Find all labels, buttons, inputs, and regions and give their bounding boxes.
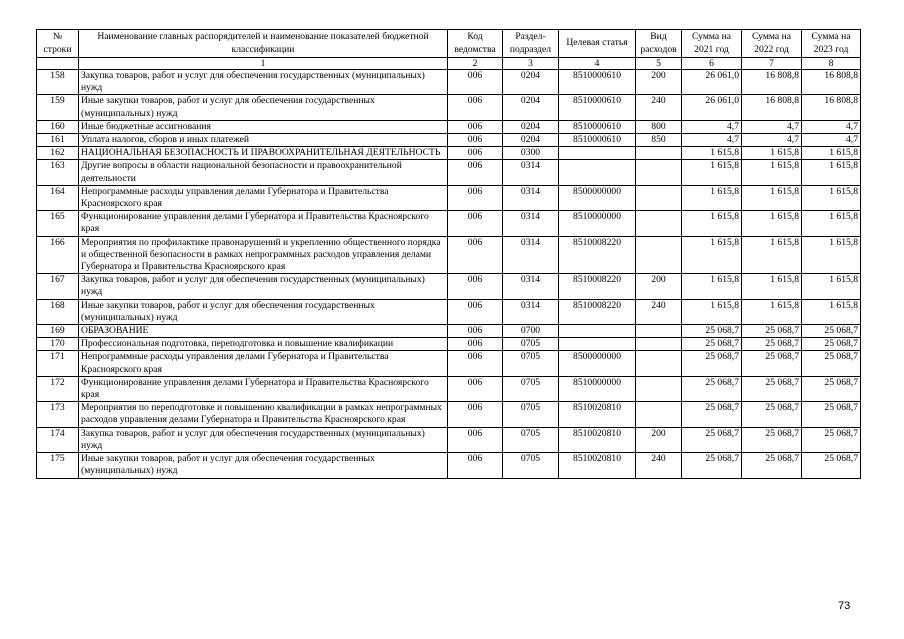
target-article: 8510000610 — [559, 134, 636, 147]
expense-type — [636, 338, 682, 351]
table-row — [37, 453, 861, 478]
department-code: 006 — [448, 351, 503, 376]
section-code: 0705 — [503, 402, 559, 427]
target-article: 8500000000 — [559, 351, 636, 376]
section-code: 0314 — [503, 236, 559, 274]
table-row — [37, 120, 861, 133]
section-code: 0314 — [503, 299, 559, 324]
row-number: 171 — [37, 351, 79, 376]
expense-type — [636, 147, 682, 160]
section-code: 0705 — [503, 453, 559, 478]
target-article: 8510000610 — [559, 95, 636, 120]
row-name: Иные бюджетные ассигнования — [79, 120, 448, 133]
row-name: Закупка товаров, работ и услуг для обеспечения государственных (муниципальных) нужд — [79, 70, 448, 95]
row-name: ОБРАЗОВАНИЕ — [79, 325, 448, 338]
table-row — [37, 134, 861, 147]
section-code: 0705 — [503, 338, 559, 351]
expense-type: 240 — [636, 95, 682, 120]
header-sum-2023: Сумма на 2023 год — [802, 30, 861, 58]
section-code: 0314 — [503, 185, 559, 210]
sum-2022: 25 068,7 — [742, 325, 802, 338]
sum-2023: 1 615,8 — [802, 274, 861, 299]
sum-2022: 1 615,8 — [742, 274, 802, 299]
sum-2021: 25 068,7 — [682, 325, 742, 338]
table-header — [37, 30, 861, 70]
row-number: 158 — [37, 70, 79, 95]
sum-2023: 16 808,8 — [802, 95, 861, 120]
sum-2023: 25 068,7 — [802, 402, 861, 427]
row-name: НАЦИОНАЛЬНАЯ БЕЗОПАСНОСТЬ И ПРАВООХРАНИТЕЛЬНАЯ ДЕЯТЕЛЬНОСТЬ — [79, 147, 448, 160]
target-article — [559, 325, 636, 338]
table-body — [37, 70, 861, 479]
target-article: 8500000000 — [559, 185, 636, 210]
row-number: 164 — [37, 185, 79, 210]
section-code: 0700 — [503, 325, 559, 338]
row-name: Профессиональная подготовка, переподготовка и повышение квалификации — [79, 338, 448, 351]
department-code: 006 — [448, 185, 503, 210]
section-code: 0314 — [503, 160, 559, 185]
sum-2023: 25 068,7 — [802, 338, 861, 351]
table-row — [37, 338, 861, 351]
sum-2021: 25 068,7 — [682, 376, 742, 401]
header-department-code: Код ведомства — [448, 30, 503, 58]
expense-type: 200 — [636, 70, 682, 95]
department-code: 006 — [448, 70, 503, 95]
department-code: 006 — [448, 453, 503, 478]
column-number: 7 — [742, 58, 802, 70]
row-number: 160 — [37, 120, 79, 133]
row-number: 165 — [37, 211, 79, 236]
sum-2022: 1 615,8 — [742, 299, 802, 324]
sum-2021: 1 615,8 — [682, 147, 742, 160]
row-name: Иные закупки товаров, работ и услуг для обеспечения государственных (муниципальных) нужд — [79, 453, 448, 478]
column-number: 1 — [79, 58, 448, 70]
column-number: 8 — [802, 58, 861, 70]
department-code: 006 — [448, 211, 503, 236]
sum-2023: 25 068,7 — [802, 351, 861, 376]
target-article — [559, 338, 636, 351]
department-code: 006 — [448, 120, 503, 133]
expense-type: 200 — [636, 274, 682, 299]
sum-2023: 25 068,7 — [802, 325, 861, 338]
section-code: 0300 — [503, 147, 559, 160]
department-code: 006 — [448, 274, 503, 299]
row-name: Непрограммные расходы управления делами Губернатора и Правительства Красноярского края — [79, 351, 448, 376]
budget-table — [36, 29, 861, 479]
section-code: 0204 — [503, 134, 559, 147]
table-row — [37, 274, 861, 299]
sum-2023: 25 068,7 — [802, 427, 861, 452]
row-name: Функционирование управления делами Губернатора и Правительства Красноярского края — [79, 211, 448, 236]
sum-2022: 1 615,8 — [742, 147, 802, 160]
expense-type — [636, 402, 682, 427]
row-name: Иные закупки товаров, работ и услуг для обеспечения государственных (муниципальных) нужд — [79, 299, 448, 324]
expense-type: 240 — [636, 299, 682, 324]
expense-type — [636, 325, 682, 338]
sum-2022: 1 615,8 — [742, 236, 802, 274]
target-article: 8510020810 — [559, 402, 636, 427]
sum-2023: 16 808,8 — [802, 70, 861, 95]
sum-2021: 25 068,7 — [682, 427, 742, 452]
sum-2023: 1 615,8 — [802, 185, 861, 210]
sum-2022: 1 615,8 — [742, 211, 802, 236]
department-code: 006 — [448, 325, 503, 338]
table-row — [37, 211, 861, 236]
sum-2021: 4,7 — [682, 120, 742, 133]
sum-2023: 4,7 — [802, 134, 861, 147]
section-code: 0204 — [503, 120, 559, 133]
table-row — [37, 376, 861, 401]
row-number: 174 — [37, 427, 79, 452]
department-code: 006 — [448, 236, 503, 274]
sum-2023: 1 615,8 — [802, 147, 861, 160]
column-number: 5 — [636, 58, 682, 70]
target-article: 8510000000 — [559, 376, 636, 401]
section-code: 0314 — [503, 211, 559, 236]
sum-2021: 25 068,7 — [682, 351, 742, 376]
department-code: 006 — [448, 376, 503, 401]
row-number: 169 — [37, 325, 79, 338]
expense-type — [636, 376, 682, 401]
row-name: Закупка товаров, работ и услуг для обеспечения государственных (муниципальных) нужд — [79, 274, 448, 299]
expense-type — [636, 211, 682, 236]
sum-2022: 25 068,7 — [742, 338, 802, 351]
table-row — [37, 299, 861, 324]
section-code: 0705 — [503, 427, 559, 452]
department-code: 006 — [448, 427, 503, 452]
sum-2021: 25 068,7 — [682, 338, 742, 351]
sum-2023: 4,7 — [802, 120, 861, 133]
row-name: Закупка товаров, работ и услуг для обеспечения государственных (муниципальных) нужд — [79, 427, 448, 452]
row-name: Мероприятия по профилактике правонарушений и укреплению общественного порядка и общественной безопасности в рамках непрограммных расходов управления делами Губернатора и Правительства Красноярского края — [79, 236, 448, 274]
row-number: 162 — [37, 147, 79, 160]
table-row — [37, 236, 861, 274]
column-number: 2 — [448, 58, 503, 70]
row-number: 173 — [37, 402, 79, 427]
section-code: 0705 — [503, 376, 559, 401]
sum-2021: 1 615,8 — [682, 160, 742, 185]
sum-2021: 4,7 — [682, 134, 742, 147]
target-article: 8510008220 — [559, 236, 636, 274]
row-number: 163 — [37, 160, 79, 185]
row-number: 172 — [37, 376, 79, 401]
department-code: 006 — [448, 134, 503, 147]
section-code: 0314 — [503, 274, 559, 299]
page-number: 73 — [838, 600, 851, 612]
sum-2022: 4,7 — [742, 120, 802, 133]
row-number: 175 — [37, 453, 79, 478]
sum-2023: 25 068,7 — [802, 453, 861, 478]
header-row-number: № строки — [37, 30, 79, 58]
table-row — [37, 70, 861, 95]
expense-type — [636, 185, 682, 210]
section-code: 0204 — [503, 70, 559, 95]
section-code: 0204 — [503, 95, 559, 120]
table-row — [37, 147, 861, 160]
sum-2021: 1 615,8 — [682, 274, 742, 299]
row-number: 166 — [37, 236, 79, 274]
sum-2022: 25 068,7 — [742, 402, 802, 427]
column-number-row — [37, 58, 861, 70]
target-article: 8510020810 — [559, 453, 636, 478]
table-row — [37, 351, 861, 376]
column-number: 6 — [682, 58, 742, 70]
column-number: 4 — [559, 58, 636, 70]
header-sum-2022: Сумма на 2022 год — [742, 30, 802, 58]
row-number: 167 — [37, 274, 79, 299]
expense-type: 800 — [636, 120, 682, 133]
sum-2022: 1 615,8 — [742, 160, 802, 185]
target-article: 8510000000 — [559, 211, 636, 236]
header-name: Наименование главных распорядителей и наименование показателей бюджетной классификации — [79, 30, 448, 58]
sum-2022: 25 068,7 — [742, 376, 802, 401]
target-article: 8510008220 — [559, 274, 636, 299]
sum-2022: 4,7 — [742, 134, 802, 147]
header-sum-2021: Сумма на 2021 год — [682, 30, 742, 58]
row-name: Мероприятия по переподготовке и повышению квалификации в рамках непрограммных расходов управления делами Губернатора и Правительства Красноярского края — [79, 402, 448, 427]
expense-type: 200 — [636, 427, 682, 452]
department-code: 006 — [448, 402, 503, 427]
sum-2021: 25 068,7 — [682, 402, 742, 427]
header-expense-type: Вид расходов — [636, 30, 682, 58]
row-name: Функционирование управления делами Губернатора и Правительства Красноярского края — [79, 376, 448, 401]
header-section: Раздел-подраздел — [503, 30, 559, 58]
sum-2023: 1 615,8 — [802, 236, 861, 274]
sum-2021: 26 061,0 — [682, 70, 742, 95]
table-row — [37, 95, 861, 120]
sum-2023: 25 068,7 — [802, 376, 861, 401]
sum-2023: 1 615,8 — [802, 160, 861, 185]
sum-2022: 16 808,8 — [742, 95, 802, 120]
target-article: 8510020810 — [559, 427, 636, 452]
sum-2022: 16 808,8 — [742, 70, 802, 95]
target-article: 8510000610 — [559, 70, 636, 95]
column-number: 3 — [503, 58, 559, 70]
sum-2021: 1 615,8 — [682, 185, 742, 210]
department-code: 006 — [448, 299, 503, 324]
header-target-article: Целевая статья — [559, 30, 636, 58]
row-number: 170 — [37, 338, 79, 351]
department-code: 006 — [448, 338, 503, 351]
sum-2022: 25 068,7 — [742, 453, 802, 478]
sum-2022: 1 615,8 — [742, 185, 802, 210]
row-number: 159 — [37, 95, 79, 120]
target-article: 8510008220 — [559, 299, 636, 324]
target-article — [559, 147, 636, 160]
sum-2021: 25 068,7 — [682, 453, 742, 478]
row-name: Уплата налогов, сборов и иных платежей — [79, 134, 448, 147]
sum-2021: 1 615,8 — [682, 236, 742, 274]
target-article: 8510000610 — [559, 120, 636, 133]
row-number: 168 — [37, 299, 79, 324]
table-row — [37, 427, 861, 452]
sum-2021: 1 615,8 — [682, 299, 742, 324]
expense-type: 850 — [636, 134, 682, 147]
table-row — [37, 185, 861, 210]
expense-type — [636, 236, 682, 274]
department-code: 006 — [448, 95, 503, 120]
department-code: 006 — [448, 160, 503, 185]
row-number: 161 — [37, 134, 79, 147]
row-name: Другие вопросы в области национальной безопасности и правоохранительной деятельности — [79, 160, 448, 185]
sum-2021: 1 615,8 — [682, 211, 742, 236]
expense-type — [636, 351, 682, 376]
sum-2023: 1 615,8 — [802, 299, 861, 324]
sum-2023: 1 615,8 — [802, 211, 861, 236]
department-code: 006 — [448, 147, 503, 160]
sum-2021: 26 061,0 — [682, 95, 742, 120]
section-code: 0705 — [503, 351, 559, 376]
target-article — [559, 160, 636, 185]
sum-2022: 25 068,7 — [742, 427, 802, 452]
table-row — [37, 402, 861, 427]
table-row — [37, 160, 861, 185]
expense-type — [636, 160, 682, 185]
row-name: Иные закупки товаров, работ и услуг для обеспечения государственных (муниципальных) нужд — [79, 95, 448, 120]
row-name: Непрограммные расходы управления делами Губернатора и Правительства Красноярского края — [79, 185, 448, 210]
sum-2022: 25 068,7 — [742, 351, 802, 376]
expense-type: 240 — [636, 453, 682, 478]
table-row — [37, 325, 861, 338]
